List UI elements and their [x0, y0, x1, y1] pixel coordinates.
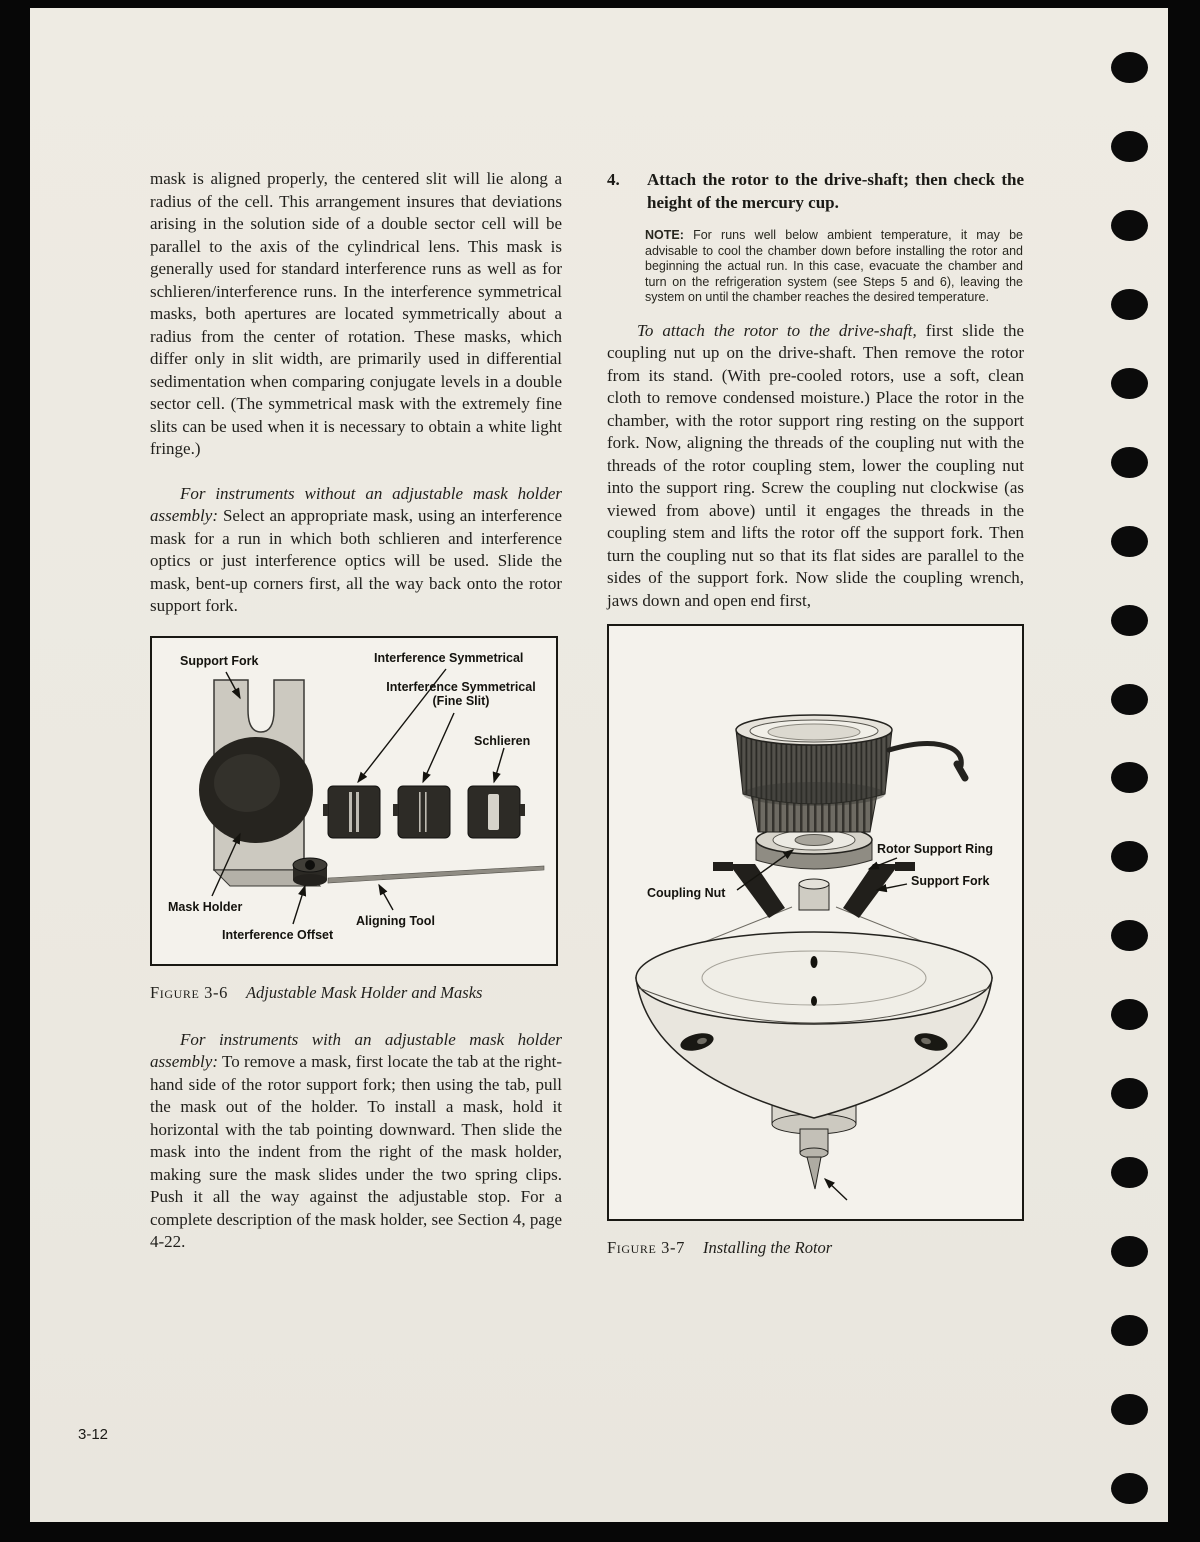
- binder-hole: [1111, 762, 1148, 793]
- paragraph-with-adjustable-holder: [150, 1029, 562, 1254]
- step-4-heading: [607, 168, 1024, 214]
- right-column: [607, 168, 1024, 1258]
- interference-offset-shape: [293, 858, 327, 886]
- figure-3-6-caption: [150, 982, 562, 1003]
- note-body: For runs well below ambient temperature, it may be advisable to cool the chamber down before installing the rotor and beginning the actual run. In this case, evacuate the chamber and turn on the refrigeration system (see Steps 5 and 6), leaving the system on until the chamber reaches the desired temperature.: [645, 228, 1023, 304]
- paragraph-lead-italic: To attach the rotor to the drive-shaft,: [637, 320, 917, 340]
- binder-hole: [1111, 131, 1148, 162]
- mask-holder-shape: [199, 737, 313, 843]
- binder-hole: [1111, 368, 1148, 399]
- paragraph-lead-italic: For instruments with an adjustable mask holder assembly:: [150, 1029, 562, 1071]
- figure-3-7: [607, 624, 1024, 1221]
- mask-interference-symmetrical: [323, 786, 380, 838]
- aligning-tool-shape: [328, 866, 544, 883]
- rotor-body-shape: [636, 907, 992, 1118]
- binder-hole: [1111, 1078, 1148, 1109]
- label-interference-symmetrical-fine: [382, 680, 540, 708]
- paragraph-body: Select an appropriate mask, using an interference mask for a run in which both schlieren and interference optics or just interference optics will be used. Slide the mask, bent-up corners first, all the way back onto the rotor support fork.: [150, 506, 562, 615]
- caption-title: Adjustable Mask Holder and Masks: [245, 982, 483, 1002]
- label-line: Interference Symmetrical: [386, 679, 536, 694]
- figure-3-7-caption: [607, 1237, 1024, 1258]
- binder-hole: [1111, 447, 1148, 478]
- left-column: [150, 168, 562, 1254]
- step-heading-text: Attach the rotor to the drive-shaft; then check the height of the mercury cup.: [647, 170, 1024, 212]
- label-aligning-tool: Aligning Tool: [356, 913, 435, 928]
- binder-hole: [1111, 920, 1148, 951]
- mask-interference-symmetrical-fine: [393, 786, 450, 838]
- label-interference-offset: Interference Offset: [222, 927, 334, 942]
- binder-hole: [1111, 684, 1148, 715]
- figure-3-6: [150, 636, 558, 966]
- label-schlieren: Schlieren: [474, 733, 531, 748]
- page-number: 3-12: [78, 1426, 109, 1443]
- label-rotor-support-ring: Rotor Support Ring: [877, 842, 993, 856]
- label-mask-holder: Mask Holder: [168, 899, 243, 914]
- paragraph-continued: mask is aligned properly, the centered slit will lie along a radius of the cell. This arrangement insures that deviations arising in the solution side of a double sector cell will be parallel to the axis of the cylindrical lens. This mask is generally used for standard interference runs as well as for schlieren/interference runs. In the interference symmetrical masks, both apertures are located symmetrically about a radius from the center of rotation. These masks, which differ only in slit width, are primarily used in differential sedimentation when comparing conjugate levels in a double sector cell. (The symmetrical mask with the extremely fine slits can be used when it is necessary to obtain a white light fringe.): [150, 169, 562, 458]
- binder-hole: [1111, 999, 1148, 1030]
- paragraph-body: To remove a mask, first locate the tab at the right-hand side of the rotor support fork; then using the tab, pull the mask out of the holder. To install a mask, hold it horizontal with the tab pointing downward. Then slide the mask into the indent from the right of the mask holder, making sure the mask slides under the two spring clips. Push it all the way against the adjustable stop. For a complete description of the mask holder, see Section 4, page 4-22.: [150, 1052, 562, 1251]
- note-label: NOTE:: [645, 228, 684, 242]
- binder-hole: [1111, 605, 1148, 636]
- paragraph-attach-rotor: [607, 320, 1024, 613]
- binder-hole: [1111, 1236, 1148, 1267]
- binder-hole: [1111, 1473, 1148, 1504]
- binder-hole: [1111, 52, 1148, 83]
- note-block: [645, 228, 1023, 306]
- paragraph-without-adjustable-holder: [150, 483, 562, 618]
- binder-hole: [1111, 526, 1148, 557]
- label-line: (Fine Slit): [432, 693, 490, 708]
- binder-hole: [1111, 1157, 1148, 1188]
- caption-label: Figure 3-7: [607, 1238, 685, 1257]
- label-interference-symmetrical: Interference Symmetrical: [374, 650, 524, 665]
- binder-hole: [1111, 1394, 1148, 1425]
- caption-label: Figure 3-6: [150, 982, 228, 1002]
- paper-page: [30, 8, 1168, 1522]
- label-coupling-nut: Coupling Nut: [647, 886, 726, 900]
- coupling-stem-shape: [799, 879, 829, 910]
- binder-hole: [1111, 1315, 1148, 1346]
- binder-hole: [1111, 210, 1148, 241]
- binder-hole: [1111, 841, 1148, 872]
- caption-title: Installing the Rotor: [702, 1238, 833, 1257]
- figure-3-7-illustration: [609, 626, 1022, 1219]
- mask-schlieren: [468, 786, 525, 838]
- binder-hole: [1111, 289, 1148, 320]
- paragraph-body: first slide the coupling nut up on the drive-shaft. Then remove the rotor from its stand. (With pre-cooled rotors, use a soft, clean cloth to remove condensed moisture.) Place the rotor in the chamber, with the rotor support ring resting on the support fork. Now, aligning the threads of the coupling nut with the threads of the rotor coupling stem, lower the coupling nut into the support ring. Screw the coupling nut clockwise (as viewed from above) until it engages the threads in the coupling stem and lifts the rotor off the support fork. Then turn the coupling nut so that its flat sides are parallel to the sides of the support fork. Now slide the coupling wrench, jaws down and open end first,: [607, 320, 1024, 610]
- mercury-cup-shape: [736, 715, 965, 806]
- paragraph-lead-italic: For instruments without an adjustable mask holder assembly:: [150, 483, 562, 525]
- step-number: 4.: [607, 170, 620, 189]
- binder-holes: [1111, 52, 1149, 1504]
- label-support-fork: Support Fork: [911, 874, 990, 888]
- label-support-fork: Support Fork: [180, 653, 259, 668]
